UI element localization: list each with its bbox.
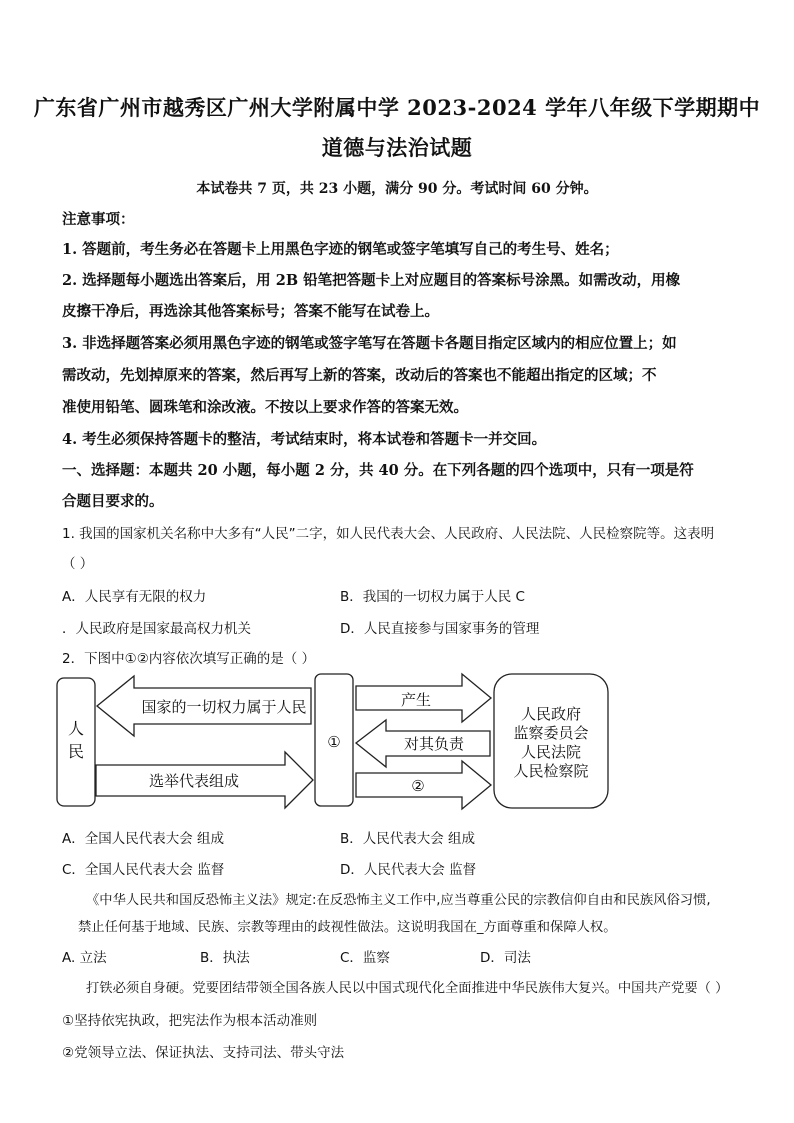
q1-stem: 1. 我国的国家机关名称中大多有“人民”二字，如人民代表大会、人民政府、人民法院、人民检察院等。这表明: [62, 526, 715, 542]
q4-item-1: ①坚持依宪执政，把宪法作为根本活动准则: [62, 1013, 318, 1029]
notes-heading: 注意事项：: [62, 211, 135, 228]
q4-stem: 打铁必须自身硬。党要团结带领全国各族人民以中国式现代化全面推进中华民族伟大复兴。中国共产党要（ ）: [86, 981, 729, 996]
section1-instructions: 一、选择题：本题共 20 小题，每小题 2 分，共 40 分。在下列各题的四个选项中，只有一项是符: [62, 462, 694, 479]
note-item-2-cont: 皮擦干净后，再选涂其他答案标号；答案不能写在试卷上。: [62, 303, 439, 320]
q3-option-a: A. 立法: [62, 950, 107, 966]
note-item-3: 3. 非选择题答案必须用黑色字迹的钢笔或签字笔写在答题卡各题目指定区域内的相应位置上；如: [62, 335, 677, 352]
center-label: ①: [327, 733, 341, 751]
q4-item-2: ②党领导立法、保证执法、支持司法、带头守法: [62, 1045, 345, 1061]
q3-option-b: B．执法: [200, 950, 250, 966]
section1-instructions-cont: 合题目要求的。: [62, 493, 164, 510]
q2-stem: 2．下图中①②内容依次填写正确的是（ ）: [62, 651, 316, 667]
q3-option-d: D．司法: [480, 950, 531, 966]
q2-option-c: C．全国人民代表大会 监督: [62, 862, 225, 878]
note-item-2: 2. 选择题每小题选出答案后，用 2B 铅笔把答题卡上对应题目的答案标号涂黑。如需改动，用橡: [62, 272, 681, 289]
q3-stem-line2: 禁止任何基于地域、民族、宗教等理由的歧视性做法。这说明我国在_方面尊重和保障人权。: [78, 920, 617, 935]
people-label-2: 民: [67, 742, 85, 761]
q2-option-d: D．人民代表大会 监督: [340, 862, 477, 878]
arrow-two-label: ②: [411, 777, 425, 795]
q2-option-b: B．人民代表大会 组成: [340, 831, 476, 847]
q1-option-d: D．人民直接参与国家事务的管理: [340, 621, 540, 637]
q2-diagram: [54, 672, 610, 812]
note-item-3-cont1: 需改动，先划掉原来的答案，然后再写上新的答案，改动后的答案也不能超出指定的区域；不: [62, 367, 657, 384]
note-item-3-cont2: 准使用铅笔、圆珠笔和涂改液。不按以上要求作答的答案无效。: [62, 399, 468, 416]
note-item-1: 1. 答题前，考生务必在答题卡上用黑色字迹的钢笔或签字笔填写自己的考生号、姓名；: [62, 241, 619, 258]
q3-stem-line1: 《中华人民共和国反恐怖主义法》规定:在反恐怖主义工作中,应当尊重公民的宗教信仰自由和民族风俗习惯,: [86, 893, 711, 908]
arrow-elect-label: 选举代表组成: [148, 772, 240, 790]
q1-stem-paren: （ ）: [62, 556, 94, 572]
q1-option-b: B．我国的一切权力属于人民 C: [340, 589, 525, 605]
organ-government: 人民政府: [520, 705, 582, 723]
organ-supervision: 监察委员会: [513, 724, 589, 742]
people-label-1: 人: [67, 719, 85, 738]
exam-title-line1: 广东省广州市越秀区广州大学附属中学 2023-2024 学年八年级下学期期中: [33, 95, 761, 120]
arrow-responsible-label: 对其负责: [403, 735, 465, 753]
arrow-produce-label: 产生: [400, 691, 432, 709]
q3-option-c: C．监察: [340, 950, 390, 966]
organ-court: 人民法院: [520, 743, 582, 761]
q2-option-a: A．全国人民代表大会 组成: [62, 831, 225, 847]
exam-title-line2: 道德与法治试题: [321, 135, 473, 160]
note-item-4: 4. 考生必须保持答题卡的整洁，考试结束时，将本试卷和答题卡一并交回。: [62, 431, 547, 448]
q1-option-a: A．人民享有无限的权力: [62, 589, 207, 605]
organ-procuratorate: 人民检察院: [513, 762, 589, 780]
exam-subtitle: 本试卷共 7 页，共 23 小题，满分 90 分。考试时间 60 分钟。: [196, 181, 598, 197]
arrow-power-label: 国家的一切权力属于人民: [141, 698, 307, 716]
q1-option-c: ．人民政府是国家最高权力机关: [62, 621, 251, 637]
